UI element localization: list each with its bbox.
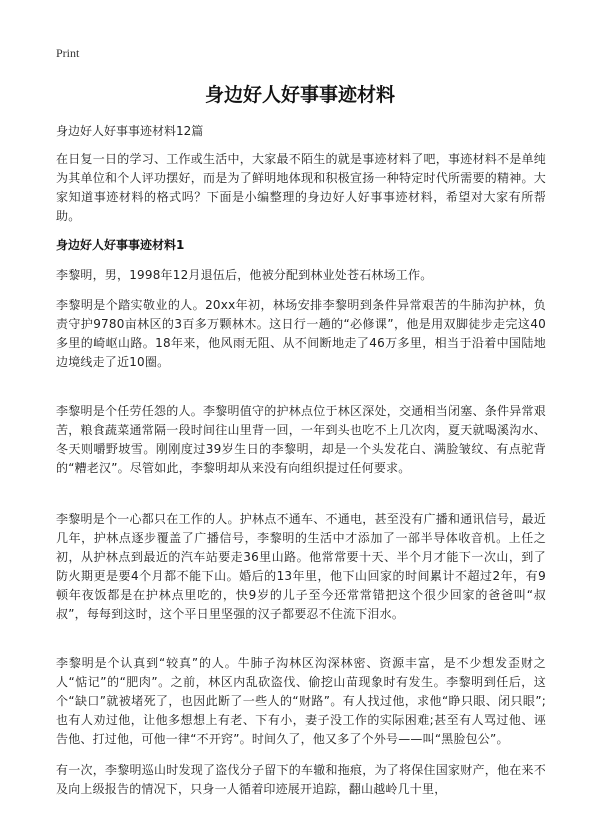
body-paragraph-2: 李黎明是个踏实敬业的人。20xx年初，林场安排李黎明到条件异常艰苦的牛肺沟护林，负责守护9780亩林区的3百多万颗林木。这日行一趟的“必修课”，他是用双脚徒步走完这40多里的崎岖山路。18年来，他风雨无阻、从不间断地走了46万多里，相当于沿着中国陆地边境线走了近10圈。 — [56, 298, 546, 369]
body-paragraph-3: 李黎明是个任劳任怨的人。李黎明值守的护林点位于林区深处，交通相当闭塞、条件异常艰苦，粮食蔬菜通常隔一段时间往山里背一回，一年到头也吃不上几次肉，夏天就喝溪沟水、冬天则嚼野坡雪。刚刚度过39岁生日的李黎明，却是一个头发花白、满脸皱纹、有点驼背的“糟老汉”。尽管如此，李黎明却从来没有向组织提过任何要求。 — [56, 404, 546, 475]
page-title: 身边好人好事事迹材料 — [204, 84, 395, 106]
document-subtitle: 身边好人好事事迹材料12篇 — [56, 124, 204, 138]
print-link[interactable]: Print — [56, 46, 80, 60]
intro-paragraph: 在日复一日的学习、工作或生活中，大家最不陌生的就是事迹材料了吧，事迹材料不是单纯为其单位和个人评功摆好，而是为了鲜明地体现和积极宣扬一种特定时代所需要的精神。大家知道事迹材料的格式吗？下面是小编整理的身边好人好事事迹材料，希望对大家有所帮助。 — [56, 152, 546, 223]
body-paragraph-5: 李黎明是个认真到“较真”的人。牛肺子沟林区沟深林密、资源丰富，是不少想发歪财之人“惦记”的“肥肉”。之前，林区内乱砍盗伐、偷挖山苗现象时有发生。李黎明到任后，这个“缺口”就被堵死了，也因此断了一些人的“财路”。有人找过他，求他“睁只眼、闭只眼”;也有人劝过他，让他多想想上有老、下有小，妻子没工作的实际困难;甚至有人骂过他、诬告他、打过他，可他一律“不开窍”。时间久了，他又多了个外号——叫“黑脸包公”。 — [56, 656, 546, 746]
section-heading: 身边好人好事事迹材料1 — [56, 238, 185, 252]
body-paragraph-1: 李黎明，男，1998年12月退伍后，他被分配到林业处苍石林场工作。 — [56, 268, 433, 282]
body-paragraph-4: 李黎明是个一心都只在工作的人。护林点不通车、不通电，甚至没有广播和通讯信号，最近几年，护林点逐步覆盖了广播信号，李黎明的生活中才添加了一部半导体收音机。上任之初，从护林点到最近的汽车站要走36里山路。他常常要十天、半个月才能下一次山，到了防火期更是要4个月都不能下山。婚后的13年里，他下山回家的时间累计不超过2年，有9顿年夜饭都是在护林点里吃的，快9岁的儿子至今还常常错把这个很少回家的爸爸叫“叔叔”，每每到这时，这个平日里坚强的汉子都要忍不住流下泪水。 — [56, 512, 546, 621]
body-paragraph-6: 有一次，李黎明巡山时发现了盗伐分子留下的车辙和拖痕，为了将保住国家财产，他在来不及向上级报告的情况下，只身一人循着印迹展开追踪，翻山越岭几十里， — [56, 763, 546, 796]
